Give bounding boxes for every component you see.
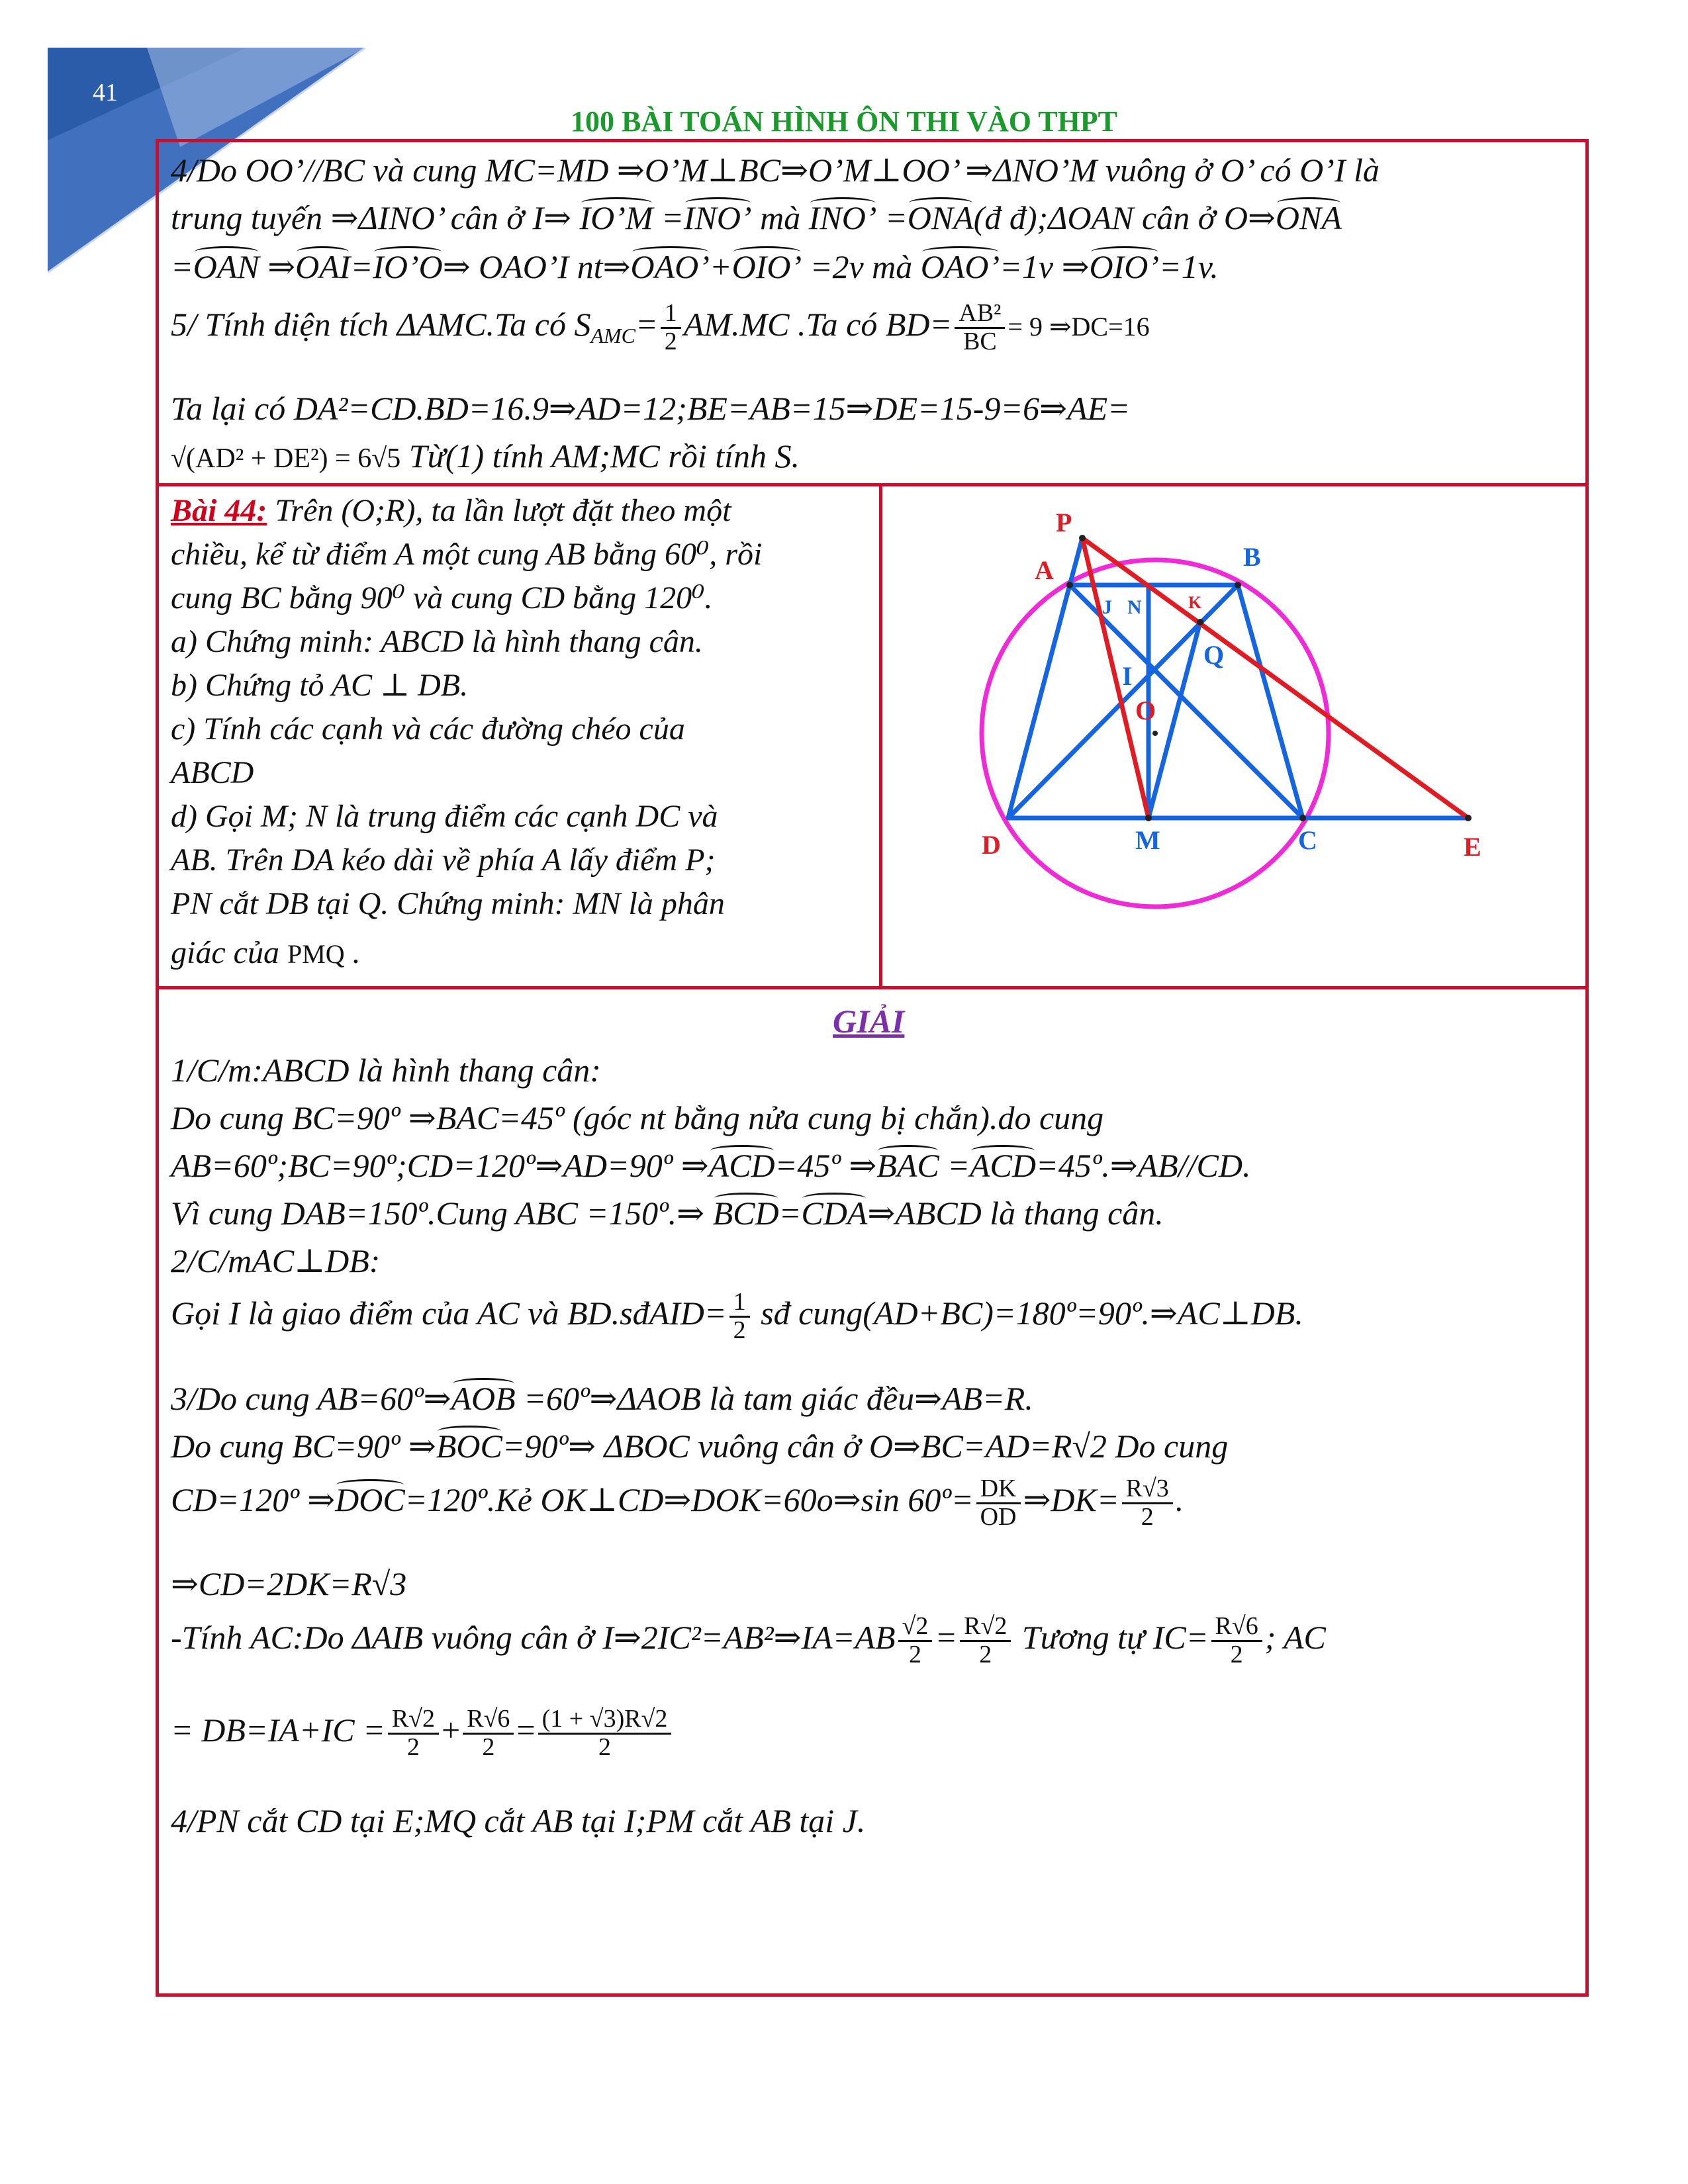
prev-line-4: 5/ Tính diện tích ΔAMC.Ta có $S_{AMC}=$ $\frac{1}{2}$ AM.MC .Ta có BD= $\frac{\text{AB²}}{BC}$ = 9 ⇒DC=16 — [171, 299, 1150, 355]
solution-line-9: CD=120º ⇒DOC=120º.Kẻ OK⊥CD⇒DOK=60o⇒sin 60º= $\frac{DK}{OD}$ ⇒DK= $\frac{R√3}{2}$ . — [171, 1475, 1184, 1531]
geometry-figure — [882, 486, 1585, 986]
prev-line-5: Ta lại có DA²=CD.BD=16.9⇒AD=12;BE=AB=15⇒DE=15-9=6⇒AE= — [171, 390, 1130, 427]
problem-line-1: Bài 44: Trên (O;R), ta lần lượt đặt theo một — [171, 493, 731, 528]
prev-line-1: 4/Do OO’//BC và cung MC=MD ⇒O’M⊥BC⇒O’M⊥OO’ ⇒ΔNO’M vuông ở O’ có O’I là — [171, 152, 1380, 189]
problem-line-9: AB. Trên DA kéo dài về phía A lấy điểm P; — [171, 842, 716, 878]
solution-line-10: ⇒CD=2DK=R√3 — [171, 1565, 407, 1602]
problem-line-5: b) Chứng tỏ AC ⊥ DB. — [171, 668, 469, 703]
problem-line-7: ABCD — [171, 755, 254, 790]
point-q — [1197, 619, 1203, 625]
point-e — [1465, 815, 1472, 821]
page-number: 41 — [93, 79, 118, 107]
label-d: D — [982, 830, 1001, 860]
point-m — [1145, 815, 1152, 821]
solution-line-13: 4/PN cắt CD tại E;MQ cắt AB tại I;PM cắt AB tại J. — [171, 1802, 866, 1839]
problem-line-4: a) Chứng minh: ABCD là hình thang cân. — [171, 624, 703, 659]
problem-label: Bài 44: — [171, 493, 267, 528]
problem-line-10: PN cắt DB tại Q. Chứng minh: MN là phân — [171, 886, 725, 921]
label-i: I — [1122, 661, 1133, 691]
label-e: E — [1464, 832, 1481, 862]
solution-line-4: Vì cung DAB=150º.Cung ABC =150º.⇒ BCD=CDA⇒ABCD là thang cân. — [171, 1195, 1164, 1232]
point-a — [1066, 582, 1073, 588]
solution-title: GIẢI — [833, 1003, 905, 1040]
label-c: C — [1298, 825, 1317, 855]
problem-line-11: giác của PMQ . — [171, 935, 361, 970]
solution-line-11: -Tính AC:Do ΔAIB vuông cân ở I⇒2IC²=AB²⇒IA=AB $\frac{√2}{2}$ = $\frac{R√2}{2}$ Tương tự IC= $\frac{R√6}{2}$ ; AC — [171, 1612, 1326, 1668]
label-n: N — [1127, 596, 1142, 618]
segment-ac — [1070, 585, 1303, 818]
solution-line-8: Do cung BC=90º ⇒BOC=90º⇒ ΔBOC vuông cân ở O⇒BC=AD=R√2 Do cung — [171, 1428, 1229, 1465]
segment-ad — [1008, 585, 1070, 818]
solution-line-6: Gọi I là giao điểm của AC và BD.sđAID= $\frac{1}{2}$ sđ cung(AD+BC)=180º=90º.⇒AC⊥DB. — [171, 1288, 1303, 1344]
prev-line-3: =OAN ⇒OAI=IO’O⇒ OAO’I nt⇒OAO’+OIO’ =2v mà OAO’=1v ⇒OIO’=1v. — [171, 248, 1219, 285]
label-k: K — [1188, 593, 1202, 612]
problem-line-3: cung BC bằng 90⁰ và cung CD bằng 120⁰. — [171, 580, 713, 615]
label-j: J — [1102, 596, 1112, 618]
point-o — [1152, 731, 1158, 736]
solution-line-12: = DB=IA+IC = $\frac{R√2}{2}$ + $\frac{R√6}{2}$ = $\frac{(1 + √3)R√2}{2}$ — [171, 1706, 674, 1761]
solution-line-7: 3/Do cung AB=60º⇒AOB =60º⇒ΔAOB là tam giác đều⇒AB=R. — [171, 1380, 1033, 1417]
page-header: 100 BÀI TOÁN HÌNH ÔN THI VÀO THPT — [570, 105, 1117, 138]
solution-line-1: 1/C/m:ABCD là hình thang cân: — [171, 1052, 601, 1089]
point-c — [1299, 815, 1306, 821]
problem-line-2: chiều, kể từ điểm A một cung AB bằng 60⁰, rồi — [171, 537, 763, 572]
problem-line-8: d) Gọi M; N là trung điểm các cạnh DC và — [171, 799, 718, 834]
point-b — [1235, 582, 1241, 588]
prev-line-6: √(AD² + DE²) = 6√5 Từ(1) tính AM;MC rồi tính S. — [171, 437, 800, 475]
solution-line-2: Do cung BC=90º ⇒BAC=45º (góc nt bằng nửa cung bị chắn).do cung — [171, 1099, 1104, 1136]
point-p — [1079, 535, 1086, 541]
label-q: Q — [1203, 640, 1225, 670]
label-p: P — [1056, 508, 1072, 537]
label-b: B — [1243, 542, 1261, 572]
prev-line-2: trung tuyến ⇒ΔINO’ cân ở I⇒ IO’M =INO’ mà INO’ =ONA(đ đ);ΔOAN cân ở O⇒ONA — [171, 199, 1342, 236]
label-a: A — [1035, 555, 1054, 585]
label-m: M — [1135, 825, 1160, 855]
problem-line-6: c) Tính các cạnh và các đường chéo của — [171, 711, 685, 747]
solution-line-5: 2/C/mAC⊥DB: — [171, 1242, 381, 1279]
label-o: O — [1135, 696, 1156, 725]
solution-line-3: AB=60º;BC=90º;CD=120º⇒AD=90º ⇒ACD=45º ⇒BAC =ACD=45º.⇒AB//CD. — [171, 1147, 1251, 1184]
